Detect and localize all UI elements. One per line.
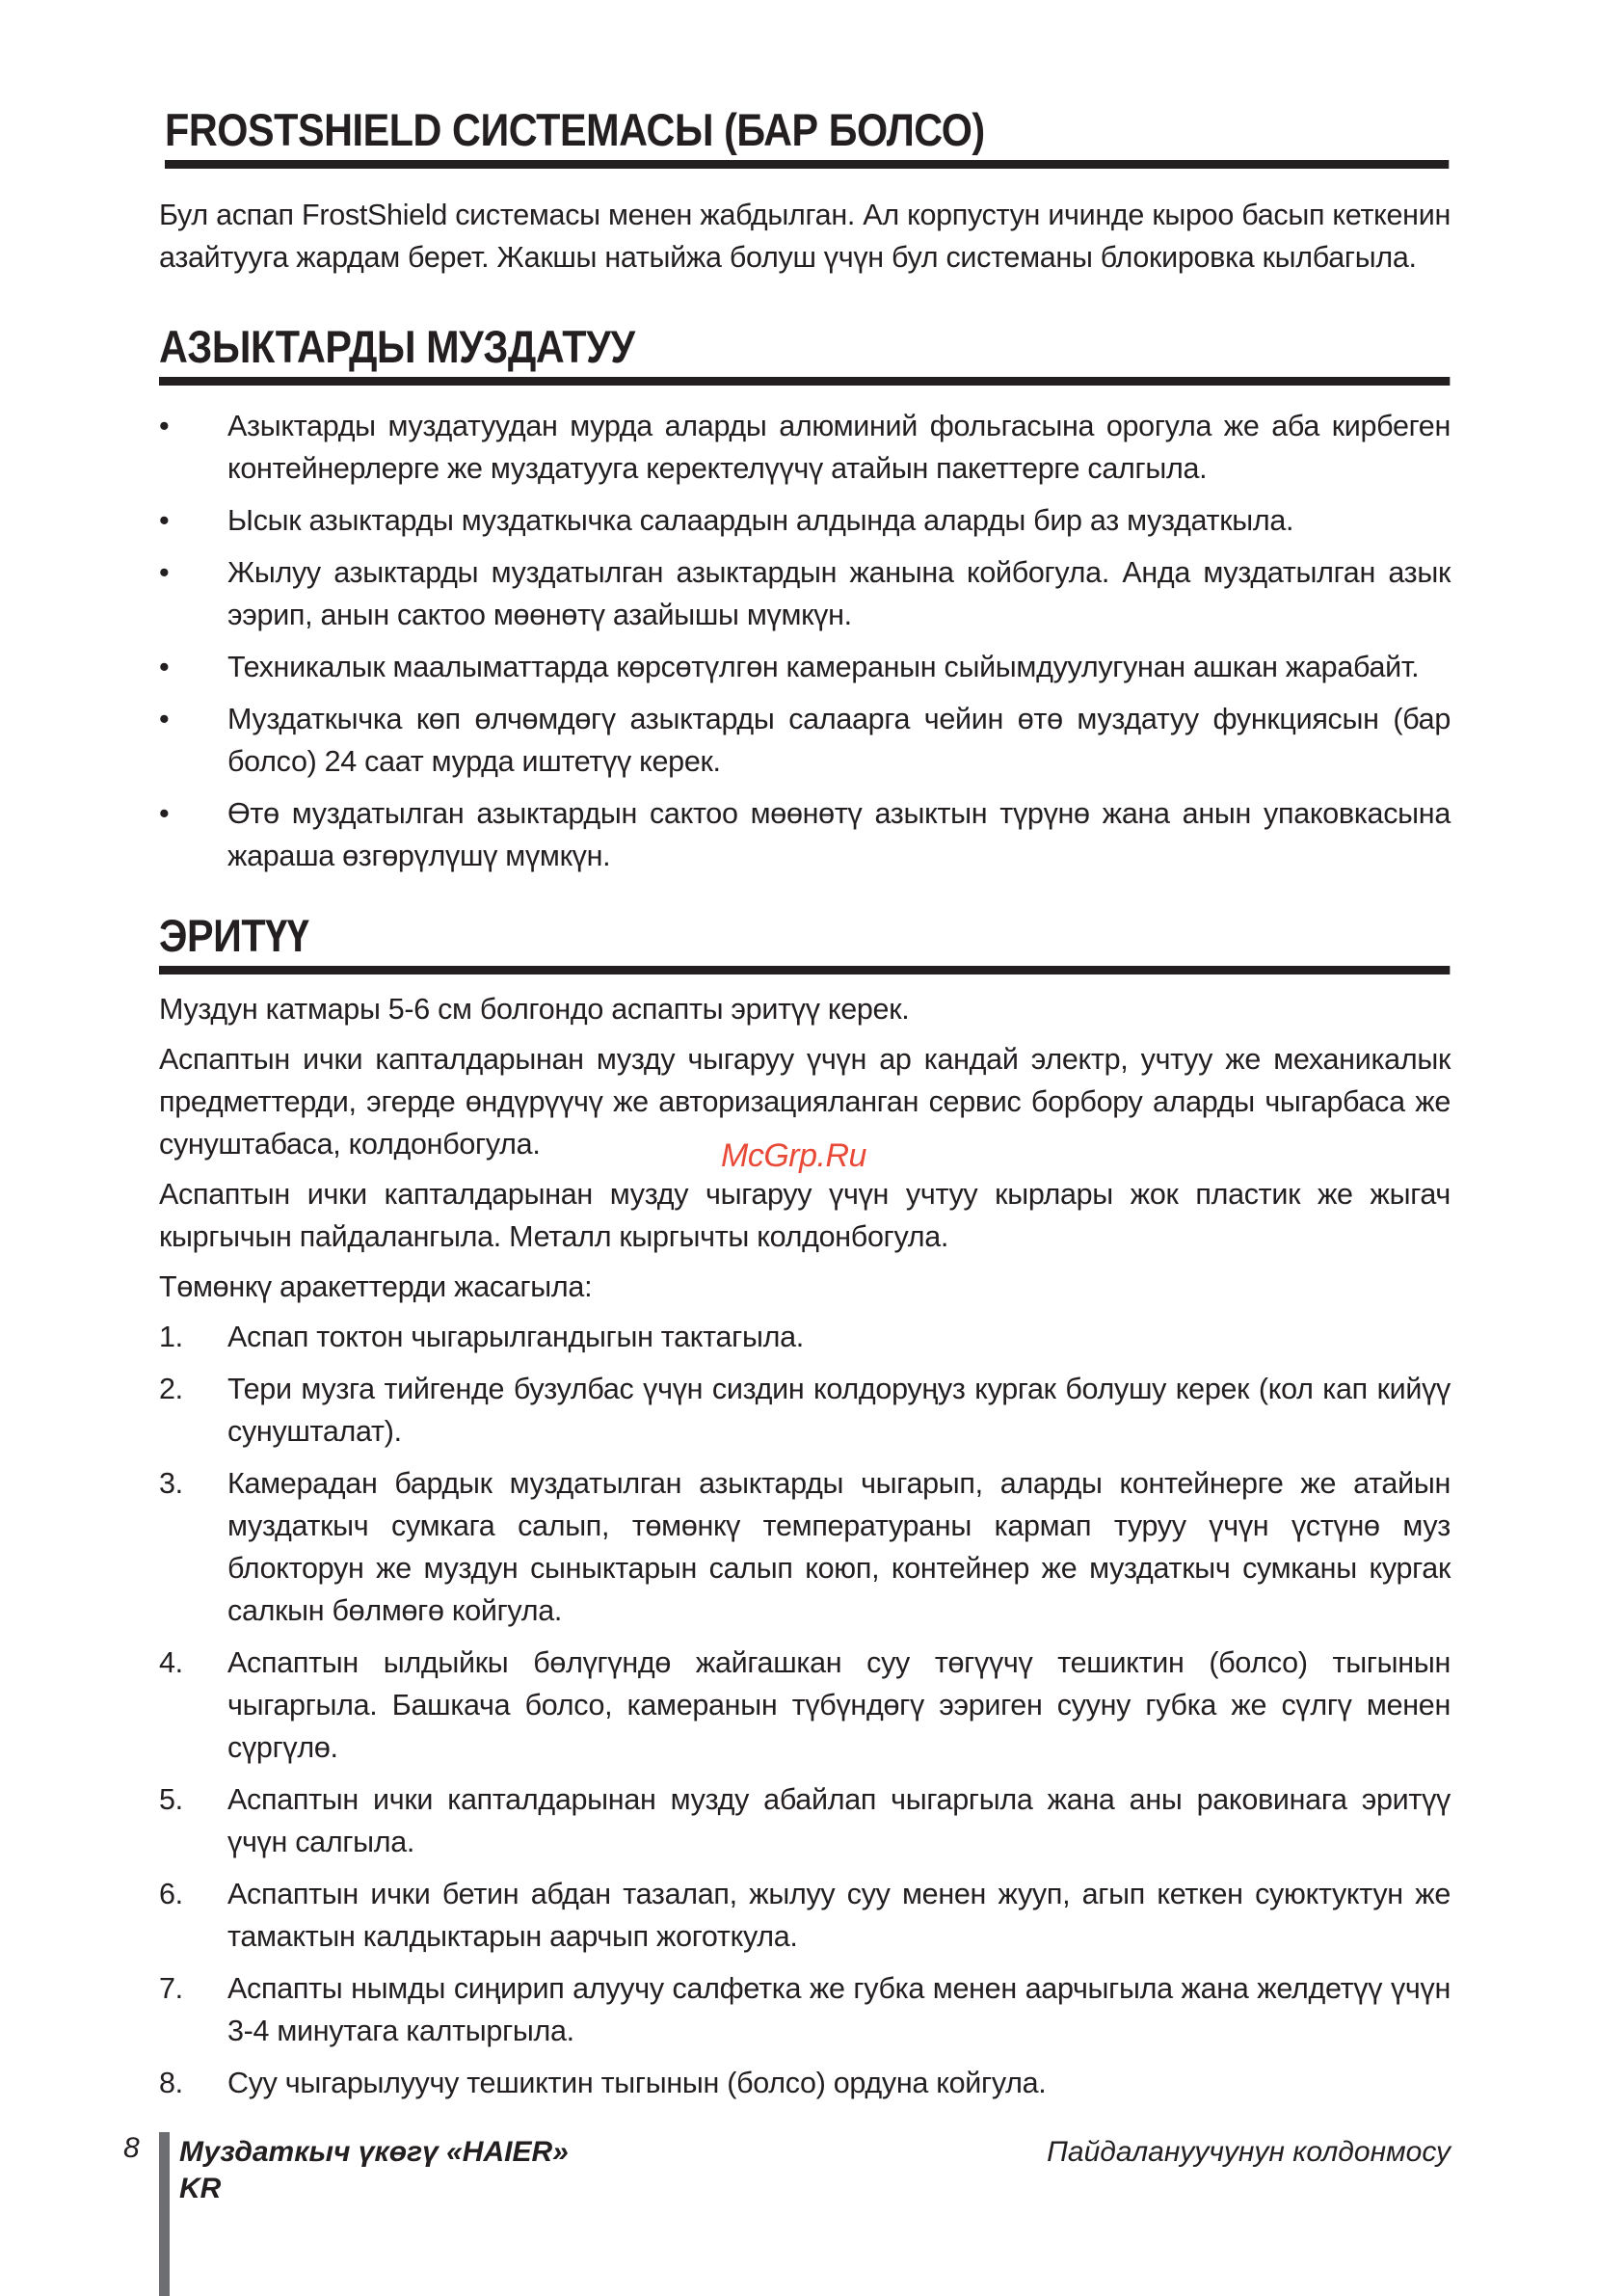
defrost-paragraph: Төмөнкү аракеттерди жасагыла: [159,1270,593,1303]
step-text: Камерадан бардык муздатылган азыктарды чыгарып, аларды контейнерге же атайын муздаткыч сумкага салып, төмөнкү температураны кармап туруу үчүн үстүнө муз блокторун же муздун сыныктарын салып коюп, контейнер же муздаткыч сумканы кургак салкын бөлмөгө койгула. [227,1467,1451,1627]
step-text: Аспап токтон чыгарылгандыгын тактагыла. [227,1321,804,1353]
footer-manual-title: Пайдалануучунун колдонмосу [1047,2136,1451,2168]
page-number: 8 [123,2132,140,2164]
step-item [159,1778,1451,1863]
watermark-text: McGrp.Ru [721,1137,866,1174]
list-item [159,792,1451,877]
step-number: 5. [159,1783,183,1816]
freezing-list [159,405,1451,877]
list-item-text: Жылуу азыктарды муздатылган азыктардын жанына койбогула. Анда муздатылган азык ээрип, анын сактоо мөөнөтү азайышы мүмкүн. [227,556,1451,631]
step-item [159,1873,1451,1958]
step-text: Аспаптын ылдыйкы бөлүгүндө жайгашкан суу төгүүчү тешиктин (болсо) тыгынын чыгаргыла. Башкача болсо, камеранын түбүндөгү ээриген сууну губка же сүлгү менен сүргүлө. [227,1646,1451,1764]
section-frostshield [159,104,1451,279]
bullet-marker: • [159,703,170,735]
step-number: 7. [159,1972,183,2005]
step-number: 2. [159,1373,183,1405]
bullet-marker: • [159,651,170,683]
step-item [159,1642,1451,1769]
list-item [159,698,1451,783]
step-item [159,1316,1451,1358]
list-item-text: Муздаткычка көп өлчөмдөгү азыктарды салаарга чейин өтө муздатуу функциясын (бар болсо) 24 саат мурда иштетүү керек. [227,703,1451,778]
step-item [159,1368,1451,1453]
list-item [159,646,1451,688]
footer-product-name: Муздаткыч үкөгү «HAIER» [179,2136,569,2168]
step-text: Тери музга тийгенде бузулбас үчүн сиздин колдоруңуз кургак болушу керек (кол кап кийүү сунушталат). [227,1373,1451,1448]
step-number: 3. [159,1467,183,1500]
list-item [159,499,1451,542]
list-item-text: Азыктарды муздатуудан мурда аларды алюминий фольгасына орогула же аба кирбеген контейнерлерге же муздатууга керектелүүчү атайын пакеттерге салгыла. [227,410,1451,485]
footer-language-code: KR [179,2173,222,2204]
step-text: Аспапты нымды сиңирип алуучу салфетка же губка менен аарчыгыла жана желдетүү үчүн 3-4 минутага калтыргыла. [227,1972,1451,2047]
bullet-marker: • [159,504,170,537]
list-item [159,405,1451,490]
footer-divider-bar [159,2132,170,2296]
step-text: Аспаптын ички бетин абдан тазалап, жылуу суу менен жууп, агып кеткен суюктуктун же тамактын калдыктарын аарчып жоготкула. [227,1878,1451,1953]
freezing-heading: АЗЫКТАРДЫ МУЗДАТУУ [159,321,1451,386]
frostshield-paragraph: Бул аспап FrostShield системасы менен жабдылган. Ал корпустун ичинде кыроо басып кеткенин азайтууга жардам берет. Жакшы натыйжа болуш үчүн бул системаны блокировка кылбагыла. [159,199,1451,274]
step-item [159,1462,1451,1632]
list-item-text: Ысык азыктарды муздаткычка салаардын алдында аларды бир аз муздаткыла. [227,504,1294,537]
list-item [159,551,1451,636]
step-item [159,2062,1451,2104]
step-number: 6. [159,1878,183,1910]
section-freezing [159,321,1451,877]
page-content [159,104,1451,2114]
defrost-heading: ЭРИТҮҮ [159,910,1451,974]
frostshield-heading: FROSTSHIELD СИСТЕМАСЫ (БАР БОЛСО) [165,104,1449,169]
step-number: 4. [159,1646,183,1679]
footer-product [179,2134,569,2207]
step-text: Суу чыгарылуучу тешиктин тыгынын (болсо) ордуна койгула. [227,2067,1047,2099]
defrost-paragraph: Аспаптын ички капталдарынан музду чыгаруу үчүн учтуу кырлары жок пластик же жыгач кыргычын пайдалангыла. Металл кыргычты колдонбогула. [159,1178,1451,1253]
bullet-marker: • [159,410,170,442]
step-number: 1. [159,1321,183,1353]
list-item-text: Өтө муздатылган азыктардын сактоо мөөнөтү азыктын түрүнө жана анын упаковкасына жараша өзгөрүлүшү мүмкүн. [227,797,1451,872]
list-item-text: Техникалык маалыматтарда көрсөтүлгөн камеранын сыйымдуулугунан ашкан жарабайт. [227,651,1420,683]
step-number: 8. [159,2067,183,2099]
bullet-marker: • [159,797,170,830]
step-text: Аспаптын ички капталдарынан музду абайлап чыгаргыла жана аны раковинага эритүү үчүн салгыла. [227,1783,1451,1858]
bullet-marker: • [159,556,170,589]
section-defrost [159,910,1451,2104]
defrost-paragraph: Муздун катмары 5-6 см болгондо аспапты эритүү керек. [159,993,910,1026]
step-item [159,1967,1451,2052]
defrost-steps [159,1316,1451,2104]
defrost-paragraph: Аспаптын ички капталдарынан музду чыгаруу үчүн ар кандай электр, учтуу же механикалык предметтерди, эгерде өндүрүүчү же авторизацияланган сервис борбору аларды чыгарбаса же сунуштабаса, колдонбогула. [159,1043,1451,1161]
